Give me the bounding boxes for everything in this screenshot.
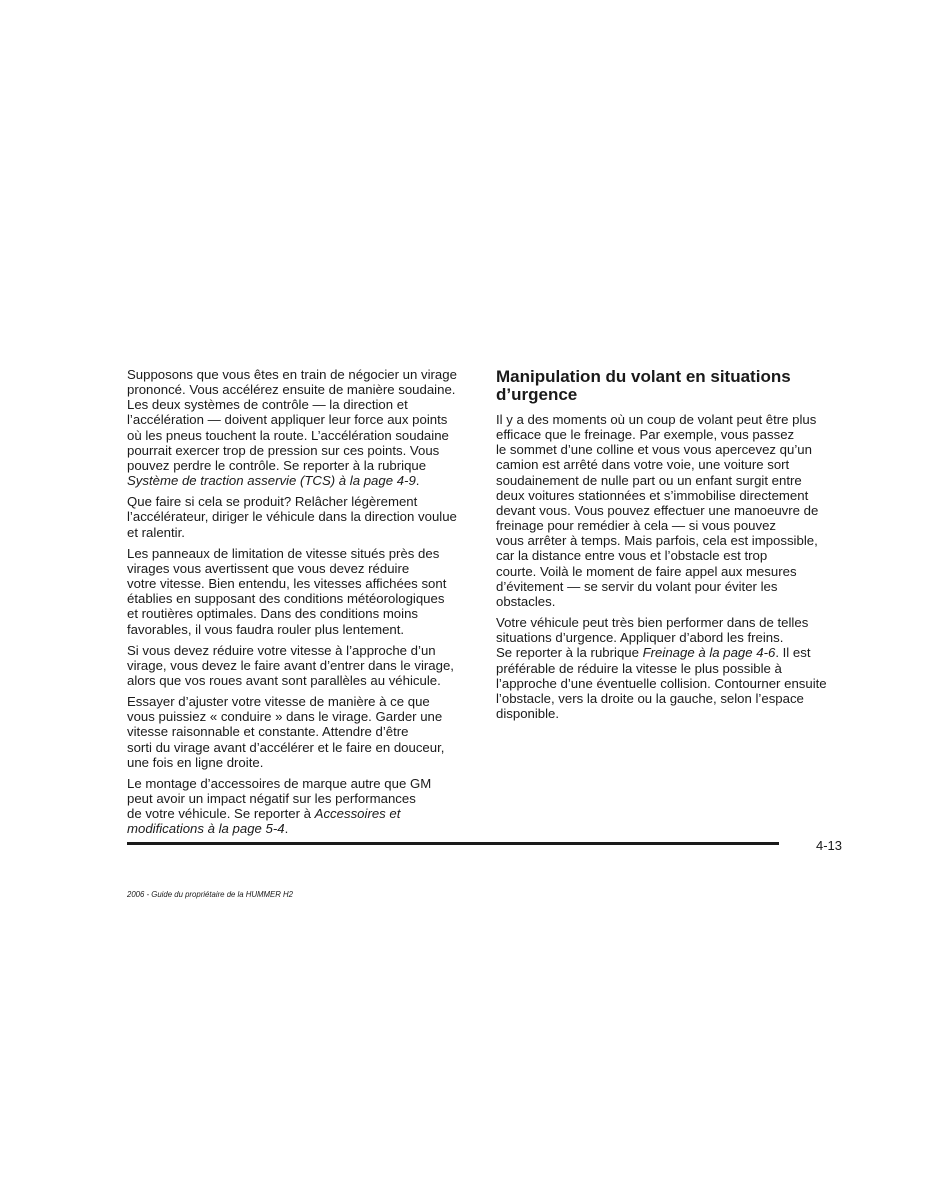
text-line: efficace que le freinage. Par exemple, vous passez bbox=[496, 427, 795, 443]
text-line bbox=[496, 645, 846, 660]
text-line: devant vous. Vous pouvez effectuer une manoeuvre de bbox=[496, 502, 819, 518]
text-line: situations d’urgence. Appliquer d’abord les freins. bbox=[496, 630, 784, 646]
text-line: une fois en ligne droite. bbox=[127, 754, 264, 770]
paragraph-speed-signs bbox=[127, 546, 477, 637]
text-line: sorti du virage avant d’accélérer et le faire en douceur, bbox=[127, 739, 445, 755]
paragraph-emergency-steering bbox=[496, 412, 846, 609]
text-line bbox=[127, 821, 477, 836]
text-line: et routières optimales. Dans des conditions moins bbox=[127, 606, 419, 622]
text-line: et ralentir. bbox=[127, 524, 185, 540]
text-fragment: . bbox=[284, 821, 289, 837]
text-line: disponible. bbox=[496, 705, 560, 721]
text-line: l’accélération — doivent appliquer leur force aux points bbox=[127, 412, 448, 428]
text-line: freinage pour remédier à cela — si vous pouvez bbox=[496, 518, 777, 534]
cross-reference-braking[interactable]: Freinage à la page 4-6 bbox=[642, 645, 776, 661]
text-fragment: . bbox=[415, 473, 420, 489]
text-line: établies en supposant des conditions météorologiques bbox=[127, 591, 445, 607]
document-footer: 2006 - Guide du propriétaire de la HUMMER H2 bbox=[127, 890, 293, 899]
right-column bbox=[496, 367, 846, 727]
text-line: l’accélérateur, diriger le véhicule dans la direction voulue bbox=[127, 509, 457, 525]
paragraph-reduce-speed bbox=[127, 643, 477, 688]
text-line: Si vous devez réduire votre vitesse à l’approche d’un bbox=[127, 642, 436, 658]
page-divider bbox=[127, 842, 779, 845]
paragraph-what-to-do bbox=[127, 494, 477, 539]
text-line: camion est arrêté dans votre voie, une voiture sort bbox=[496, 457, 790, 473]
text-line: peut avoir un impact négatif sur les performances bbox=[127, 791, 416, 807]
text-line: courte. Voilà le moment de faire appel aux mesures bbox=[496, 563, 797, 579]
heading-line: Manipulation du volant en situations bbox=[496, 367, 791, 386]
text-line: Essayer d’ajuster votre vitesse de manière à ce que bbox=[127, 694, 430, 710]
text-line bbox=[127, 806, 477, 821]
text-line: vous arrêter à temps. Mais parfois, cela est impossible, bbox=[496, 533, 818, 549]
text-fragment: . Il est bbox=[775, 645, 811, 661]
text-line: Les deux systèmes de contrôle — la direction et bbox=[127, 397, 408, 413]
page-number: 4-13 bbox=[815, 838, 842, 853]
cross-reference-accessories[interactable]: Accessoires et bbox=[314, 806, 401, 822]
text-line: obstacles. bbox=[496, 593, 556, 609]
text-line: Il y a des moments où un coup de volant peut être plus bbox=[496, 412, 817, 427]
section-heading bbox=[496, 368, 846, 404]
text-line: car la distance entre vous et l’obstacle est trop bbox=[496, 548, 768, 564]
text-line: prononcé. Vous accélérez ensuite de manière soudaine. bbox=[127, 382, 456, 398]
text-line: préférable de réduire la vitesse le plus possible à bbox=[496, 660, 782, 676]
paragraph-sudden-acceleration bbox=[127, 367, 477, 488]
text-line: Le montage d’accessoires de marque autre que GM bbox=[127, 775, 432, 791]
text-line: d’évitement — se servir du volant pour éviter les bbox=[496, 578, 778, 594]
text-line: Que faire si cela se produit? Relâcher légèrement bbox=[127, 494, 418, 510]
cross-reference-accessories-cont[interactable]: modifications à la page 5-4 bbox=[127, 821, 285, 837]
text-line: Les panneaux de limitation de vitesse situés près des bbox=[127, 545, 440, 561]
text-line: pouvez perdre le contrôle. Se reporter à la rubrique bbox=[127, 457, 427, 473]
paragraph-adjust-speed bbox=[127, 694, 477, 770]
text-line: vitesse raisonnable et constante. Attendre d’être bbox=[127, 724, 409, 740]
text-line: l’obstacle, vers la droite ou la gauche, selon l’espace bbox=[496, 690, 804, 706]
text-fragment: de votre véhicule. Se reporter à bbox=[127, 806, 315, 822]
text-line: votre vitesse. Bien entendu, les vitesses affichées sont bbox=[127, 576, 447, 592]
text-line: favorables, il vous faudra rouler plus lentement. bbox=[127, 621, 405, 637]
paragraph-vehicle-performance bbox=[496, 615, 846, 721]
text-line: le sommet d’une colline et vous vous apercevez qu’un bbox=[496, 442, 812, 458]
paragraph-accessories bbox=[127, 776, 477, 837]
text-line: vous puissiez « conduire » dans le virage. Garder une bbox=[127, 709, 443, 725]
text-line: virage, vous devez le faire avant d’entrer dans le virage, bbox=[127, 657, 454, 673]
text-line bbox=[127, 473, 477, 488]
cross-reference-tcs[interactable]: Système de traction asservie (TCS) à la page 4-9 bbox=[127, 473, 416, 489]
text-line: alors que vos roues avant sont parallèles au véhicule. bbox=[127, 672, 441, 688]
text-fragment: Se reporter à la rubrique bbox=[496, 645, 643, 661]
text-line: Supposons que vous êtes en train de négocier un virage bbox=[127, 367, 457, 382]
text-line: pourrait exercer trop de pression sur ces points. Vous bbox=[127, 442, 440, 458]
heading-line: d’urgence bbox=[496, 385, 578, 404]
left-column bbox=[127, 367, 477, 843]
text-line: deux voitures stationnées et s’immobilise directement bbox=[496, 487, 809, 503]
text-line: l’approche d’une éventuelle collision. Contourner ensuite bbox=[496, 675, 827, 691]
text-line: où les pneus touchent la route. L’accélération soudaine bbox=[127, 427, 449, 443]
text-line: virages vous avertissent que vous devez réduire bbox=[127, 560, 410, 576]
text-line: Votre véhicule peut très bien performer dans de telles bbox=[496, 615, 809, 631]
text-line: soudainement de nulle part ou un enfant surgit entre bbox=[496, 472, 802, 488]
